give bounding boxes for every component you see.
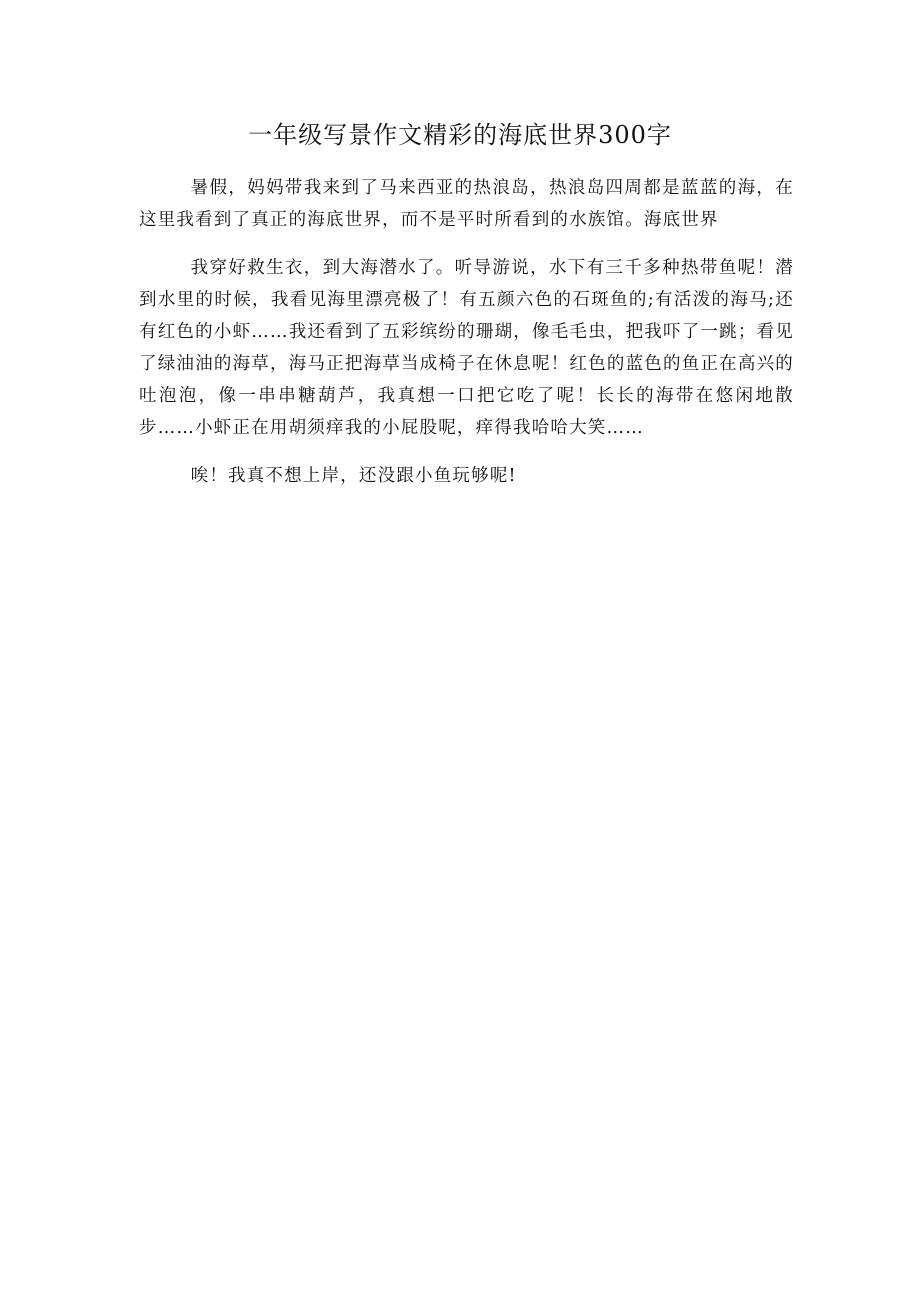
paragraph-2: 我穿好救生衣，到大海潜水了。听导游说，水下有三千多种热带鱼呢！潜到水里的时候，我看见海里漂亮极了！有五颜六色的石斑鱼的;有活泼的海马;还有红色的小虾……我还看到了五彩缤纷的珊瑚，像毛毛虫，把我吓了一跳；看见了绿油油的海草，海马正把海草当成椅子在休息呢！红色的蓝色的鱼正在高兴的吐泡泡，像一串串糖葫芦，我真想一口把它吃了呢！长长的海带在悠闲地散步……小虾正在用胡须痒我的小屁股呢，痒得我哈哈大笑…… [139,258,794,438]
document-title: 一年级写景作文精彩的海底世界300字 [248,121,672,149]
paragraph-1: 暑假，妈妈带我来到了马来西亚的热浪岛，热浪岛四周都是蓝蓝的海，在这里我看到了真正的海底世界，而不是平时所看到的水族馆。海底世界 [139,178,794,230]
paragraph-3: 唉！我真不想上岸，还没跟小鱼玩够呢! [190,466,517,486]
document-body [139,172,794,508]
